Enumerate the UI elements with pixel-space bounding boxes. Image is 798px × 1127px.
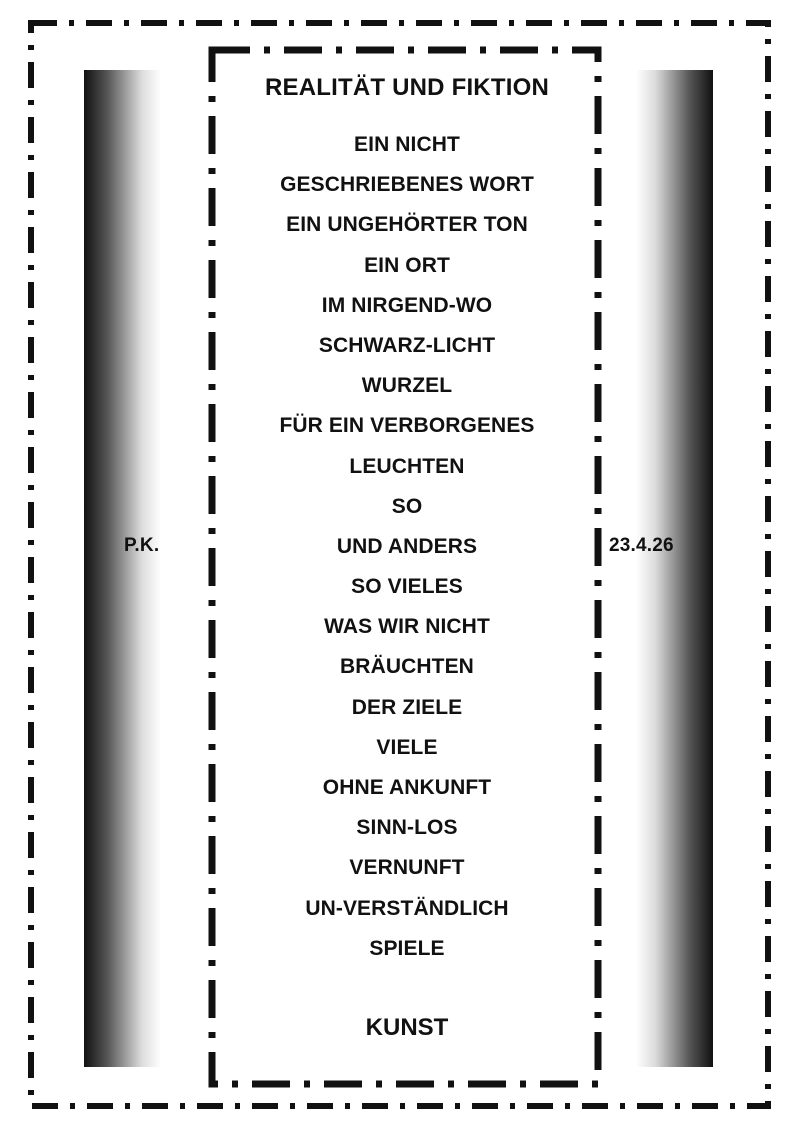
poem-line: VERNUNFT bbox=[349, 856, 465, 880]
poem-line: UN-VERSTÄNDLICH bbox=[305, 896, 509, 920]
poem-body bbox=[215, 127, 599, 971]
poem-closing-word: KUNST bbox=[365, 1014, 449, 1041]
poem-line: WURZEL bbox=[361, 374, 453, 398]
author-initials: P.K. bbox=[124, 535, 160, 556]
poem-line: VIELE bbox=[376, 735, 438, 759]
poem-line: SPIELE bbox=[369, 936, 445, 960]
poem-line: IM NIRGEND-WO bbox=[321, 293, 493, 317]
poem-line: BRÄUCHTEN bbox=[340, 655, 474, 679]
poem-line: UND ANDERS bbox=[336, 534, 478, 558]
poem-line: SCHWARZ-LICHT bbox=[318, 333, 496, 357]
poem-line: SINN-LOS bbox=[356, 816, 458, 840]
poem-line: LEUCHTEN bbox=[349, 454, 465, 478]
right-gradient-bar bbox=[636, 70, 713, 1067]
poem-line: OHNE ANKUNFT bbox=[322, 776, 492, 799]
poem-line: GESCHRIEBENES WORT bbox=[280, 173, 534, 197]
poem-line: DER ZIELE bbox=[351, 695, 463, 719]
left-gradient-bar bbox=[84, 70, 161, 1067]
poem-line: EIN NICHT bbox=[354, 133, 460, 156]
poem-title: REALITÄT UND FIKTION bbox=[265, 74, 549, 101]
poem-line: SO VIELES bbox=[351, 575, 463, 599]
poem-line: SO bbox=[391, 494, 423, 518]
poem-line: EIN ORT bbox=[364, 253, 450, 277]
poem-date: 23.4.26 bbox=[609, 535, 674, 556]
poem-line: EIN UNGEHÖRTER TON bbox=[286, 213, 528, 237]
poem-line: WAS WIR NICHT bbox=[324, 615, 490, 639]
poem-line: FÜR EIN VERBORGENES bbox=[279, 414, 535, 438]
